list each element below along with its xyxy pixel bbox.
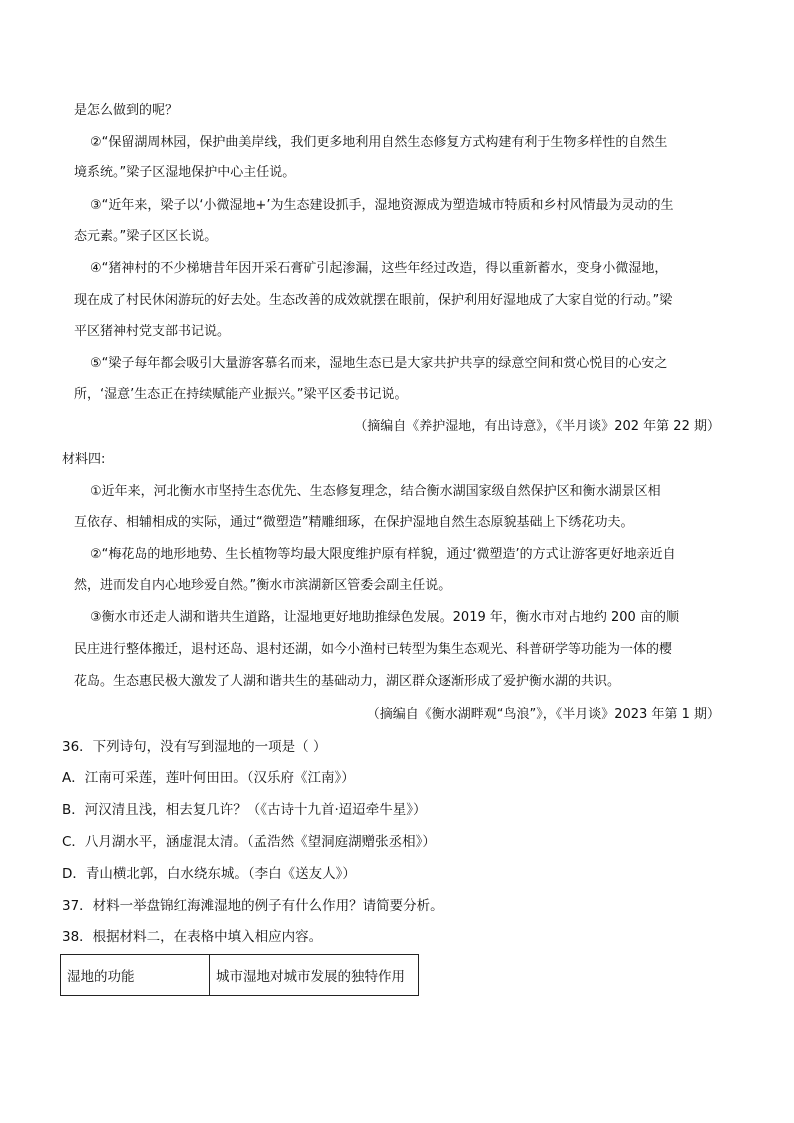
paragraph-line: ②“梅花岛的地形地势、生长植物等均最大限度维护原有样貌，通过‘微塑造’的方式让游客更好地亲近自 bbox=[90, 547, 676, 562]
paragraph-line: ③“近年来，梁子以‘小微湿地+’为生态建设抓手，湿地资源成为塑造城市特质和乡村风情最为灵动的生 bbox=[90, 198, 674, 213]
option-a: A．江南可采莲，莲叶何田田。（汉乐府《江南》） bbox=[62, 770, 355, 786]
paragraph-line: 互依存、相辅相成的实际，通过“微塑造”精雕细琢，在保护湿地自然生态原貌基础上下绣花功夫。 bbox=[74, 515, 634, 530]
paragraph-line: 是怎么做到的呢？ bbox=[74, 103, 179, 118]
paragraph-line: ③衡水市还走人湖和谐共生道路，让湿地更好地助推绿色发展。2019 年，衡水市对占地约 200 亩的顺 bbox=[90, 610, 679, 625]
answer-table bbox=[60, 954, 419, 996]
material-heading: 材料四: bbox=[62, 452, 106, 467]
question-36: 36．下列诗句，没有写到湿地的一项是（ ） bbox=[62, 739, 327, 755]
paragraph-line: ⑤“梁子每年都会吸引大量游客慕名而来，湿地生态已是大家共护共享的绿意空间和赏心悦目的心安之 bbox=[90, 356, 668, 371]
paragraph-line: 现在成了村民休闲游玩的好去处。生态改善的成效就摆在眼前，保护利用好湿地成了大家自觉的行动。”梁 bbox=[74, 293, 673, 308]
option-c: C．八月湖水平，涵虚混太清。（孟浩然《望洞庭湖赠张丞相》） bbox=[62, 834, 436, 850]
table-row bbox=[61, 955, 419, 996]
option-b: B．河汉清且浅，相去复几许？（《古诗十九首·迢迢牵牛星》） bbox=[62, 802, 427, 818]
source-citation: （摘编自《衡水湖畔观“鸟浪”》，《半月谈》2023 年第 1 期） bbox=[366, 707, 720, 722]
question-38: 38．根据材料二，在表格中填入相应内容。 bbox=[62, 929, 323, 945]
paragraph-line: 然，进而发自内心地珍爱自然。”衡水市滨湖新区管委会副主任说。 bbox=[74, 578, 452, 593]
paragraph-line: 花岛。生态惠民极大激发了人湖和谐共生的基础动力，湖区群众逐渐形成了爱护衡水湖的共识。 bbox=[74, 674, 621, 689]
paragraph-line: 境系统。”梁子区湿地保护中心主任说。 bbox=[74, 165, 296, 180]
paragraph-line: 所，‘湿意’生态正在持续赋能产业振兴。”梁平区委书记说。 bbox=[74, 387, 408, 402]
paragraph-line: ④“猪神村的不少梯塘昔年因开采石膏矿引起渗漏，这些年经过改造，得以重新蓄水，变身小微湿地， bbox=[90, 261, 668, 276]
paragraph-line: 平区猪神村党支部书记说。 bbox=[74, 324, 231, 339]
question-37: 37．材料一举盘锦红海滩湿地的例子有什么作用？请简要分析。 bbox=[62, 898, 444, 914]
paragraph-line: 民庄进行整体搬迁，退村还岛、退村还湖，如今小渔村已转型为集生态观光、科普研学等功能为一体的樱 bbox=[74, 642, 673, 657]
option-d: D．青山横北郭，白水绕东城。（李白《送友人》） bbox=[62, 866, 356, 882]
paragraph-line: 态元素。”梁子区区长说。 bbox=[74, 229, 218, 244]
paragraph-line: ②“保留湖周林园，保护曲美岸线，我们更多地利用自然生态修复方式构建有利于生物多样性的自然生 bbox=[90, 135, 668, 150]
paragraph-line: ①近年来，河北衡水市坚持生态优先、生态修复理念，结合衡水湖国家级自然保护区和衡水湖景区相 bbox=[90, 484, 661, 499]
source-citation: （摘编自《养护湿地，有出诗意》，《半月谈》202 年第 22 期） bbox=[354, 419, 720, 434]
table-header-cell: 城市湿地对城市发展的独特作用 bbox=[210, 955, 419, 996]
table-header-cell: 湿地的功能 bbox=[61, 955, 210, 996]
